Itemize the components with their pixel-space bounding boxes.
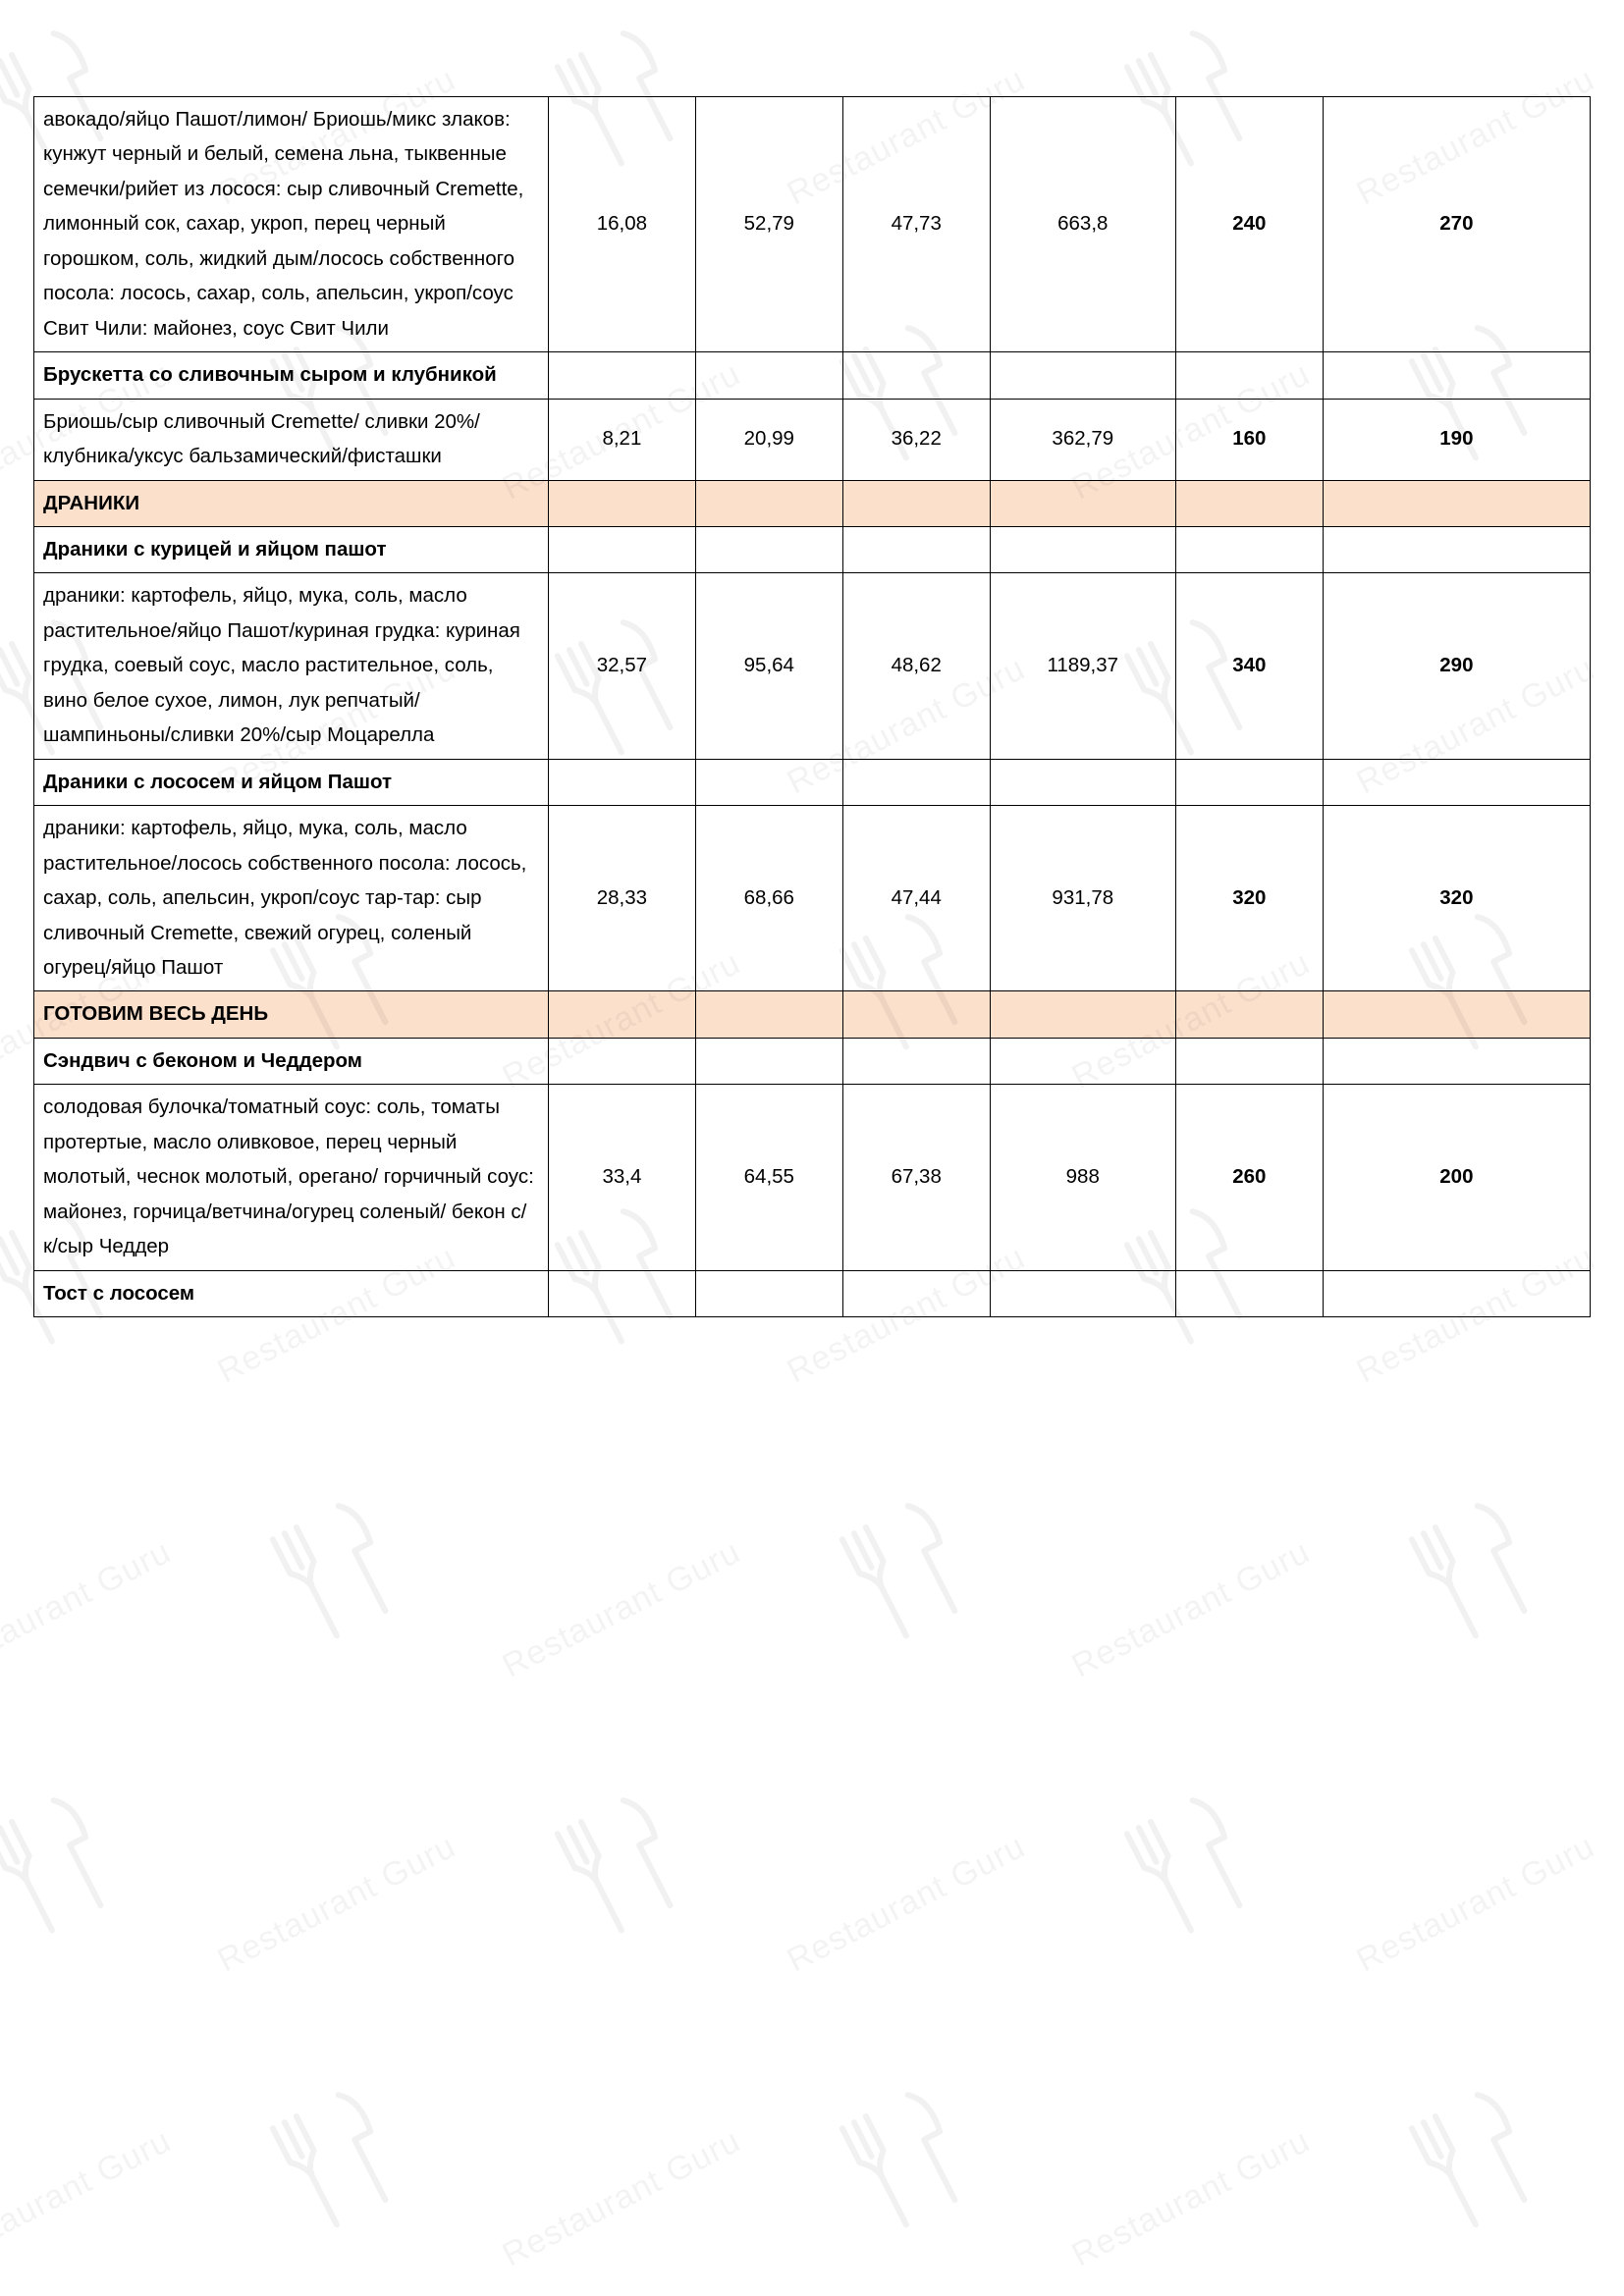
value-cell-c5: [1175, 480, 1323, 526]
value-cell-c6: 290: [1323, 573, 1590, 759]
value-cell-c3: [842, 480, 990, 526]
value-cell-c2: [695, 352, 842, 399]
value-cell-c2: [695, 991, 842, 1038]
value-cell-c6: 200: [1323, 1085, 1590, 1270]
value-cell-c5: [1175, 759, 1323, 805]
value-cell-c2: 52,79: [695, 97, 842, 352]
ingredients-cell: Бриошь/сыр сливочный Cremette/ сливки 20%/клубника/уксус бальзамический/фисташки: [34, 399, 549, 480]
value-cell-c1: [548, 480, 695, 526]
value-cell-c2: 68,66: [695, 806, 842, 991]
value-cell-c5: 160: [1175, 399, 1323, 480]
value-cell-c5: [1175, 352, 1323, 399]
table-row: [34, 480, 1591, 526]
value-cell-c2: 20,99: [695, 399, 842, 480]
dish-name-cell: Брускетта со сливочным сыром и клубникой: [34, 352, 549, 399]
value-cell-c6: [1323, 1270, 1590, 1316]
value-cell-c3: 67,38: [842, 1085, 990, 1270]
table-row: [34, 573, 1591, 759]
value-cell-c6: [1323, 352, 1590, 399]
value-cell-c1: 8,21: [548, 399, 695, 480]
value-cell-c6: 190: [1323, 399, 1590, 480]
dish-name-cell: Драники с курицей и яйцом пашот: [34, 526, 549, 572]
value-cell-c5: [1175, 1270, 1323, 1316]
value-cell-c5: 340: [1175, 573, 1323, 759]
section-header-cell: ДРАНИКИ: [34, 480, 549, 526]
section-header-cell: ГОТОВИМ ВЕСЬ ДЕНЬ: [34, 991, 549, 1038]
value-cell-c1: 33,4: [548, 1085, 695, 1270]
value-cell-c4: 988: [990, 1085, 1175, 1270]
value-cell-c6: [1323, 480, 1590, 526]
table-row: [34, 806, 1591, 991]
value-cell-c6: [1323, 759, 1590, 805]
value-cell-c3: [842, 1038, 990, 1084]
dish-name-cell: Сэндвич с беконом и Чеддером: [34, 1038, 549, 1084]
menu-nutrition-table: [33, 96, 1591, 1317]
value-cell-c1: [548, 1038, 695, 1084]
value-cell-c2: [695, 1038, 842, 1084]
value-cell-c1: 32,57: [548, 573, 695, 759]
table-row: [34, 1270, 1591, 1316]
value-cell-c1: 16,08: [548, 97, 695, 352]
value-cell-c2: [695, 526, 842, 572]
value-cell-c4: [990, 526, 1175, 572]
value-cell-c2: 64,55: [695, 1085, 842, 1270]
value-cell-c3: [842, 526, 990, 572]
value-cell-c1: 28,33: [548, 806, 695, 991]
ingredients-cell: драники: картофель, яйцо, мука, соль, масло растительное/лосось собственного посола: лосось, сахар, соль, апельсин, укроп/соус тар-тар: сыр сливочный Cremette, свежий огурец, соленый огурец/яйцо Пашот: [34, 806, 549, 991]
value-cell-c6: [1323, 1038, 1590, 1084]
value-cell-c4: [990, 759, 1175, 805]
value-cell-c4: 931,78: [990, 806, 1175, 991]
value-cell-c3: 47,44: [842, 806, 990, 991]
value-cell-c2: [695, 759, 842, 805]
value-cell-c4: 663,8: [990, 97, 1175, 352]
value-cell-c4: [990, 1270, 1175, 1316]
ingredients-cell: драники: картофель, яйцо, мука, соль, масло растительное/яйцо Пашот/куриная грудка: куриная грудка, соевый соус, масло растительное, соль, вино белое сухое, лимон, лук репчатый/ шампиньоны/сливки 20%/сыр Моцарелла: [34, 573, 549, 759]
table-row: [34, 526, 1591, 572]
table-row: [34, 97, 1591, 352]
value-cell-c1: [548, 526, 695, 572]
value-cell-c5: 260: [1175, 1085, 1323, 1270]
value-cell-c5: [1175, 1038, 1323, 1084]
value-cell-c6: 320: [1323, 806, 1590, 991]
value-cell-c1: [548, 1270, 695, 1316]
value-cell-c3: [842, 759, 990, 805]
dish-name-cell: Тост с лососем: [34, 1270, 549, 1316]
table-row: [34, 1085, 1591, 1270]
value-cell-c2: [695, 1270, 842, 1316]
table-row: [34, 1038, 1591, 1084]
value-cell-c3: [842, 1270, 990, 1316]
value-cell-c4: 362,79: [990, 399, 1175, 480]
value-cell-c1: [548, 352, 695, 399]
value-cell-c1: [548, 991, 695, 1038]
table-row: [34, 352, 1591, 399]
value-cell-c3: 36,22: [842, 399, 990, 480]
table-body: [34, 97, 1591, 1317]
value-cell-c6: [1323, 526, 1590, 572]
value-cell-c4: [990, 1038, 1175, 1084]
value-cell-c5: [1175, 526, 1323, 572]
value-cell-c2: 95,64: [695, 573, 842, 759]
value-cell-c4: [990, 991, 1175, 1038]
table-row: [34, 991, 1591, 1038]
value-cell-c1: [548, 759, 695, 805]
value-cell-c6: 270: [1323, 97, 1590, 352]
value-cell-c5: 240: [1175, 97, 1323, 352]
value-cell-c3: 47,73: [842, 97, 990, 352]
value-cell-c6: [1323, 991, 1590, 1038]
table-row: [34, 759, 1591, 805]
value-cell-c3: [842, 991, 990, 1038]
value-cell-c3: 48,62: [842, 573, 990, 759]
value-cell-c2: [695, 480, 842, 526]
ingredients-cell: солодовая булочка/томатный соус: соль, томаты протертые, масло оливковое, перец черный молотый, чеснок молотый, орегано/ горчичный соус: майонез, горчица/ветчина/огурец соленый/ бекон с/к/сыр Чеддер: [34, 1085, 549, 1270]
value-cell-c4: [990, 352, 1175, 399]
value-cell-c3: [842, 352, 990, 399]
value-cell-c4: [990, 480, 1175, 526]
value-cell-c4: 1189,37: [990, 573, 1175, 759]
value-cell-c5: 320: [1175, 806, 1323, 991]
table-row: [34, 399, 1591, 480]
value-cell-c5: [1175, 991, 1323, 1038]
dish-name-cell: Драники с лососем и яйцом Пашот: [34, 759, 549, 805]
ingredients-cell: авокадо/яйцо Пашот/лимон/ Бриошь/микс злаков: кунжут черный и белый, семена льна, тыквенные семечки/рийет из лосося: сыр сливочный Cremette, лимонный сок, сахар, укроп, перец черный горошком, соль, жидкий дым/лосось собственного посола: лосось, сахар, соль, апельсин, укроп/соус Свит Чили: майонез, соус Свит Чили: [34, 97, 549, 352]
